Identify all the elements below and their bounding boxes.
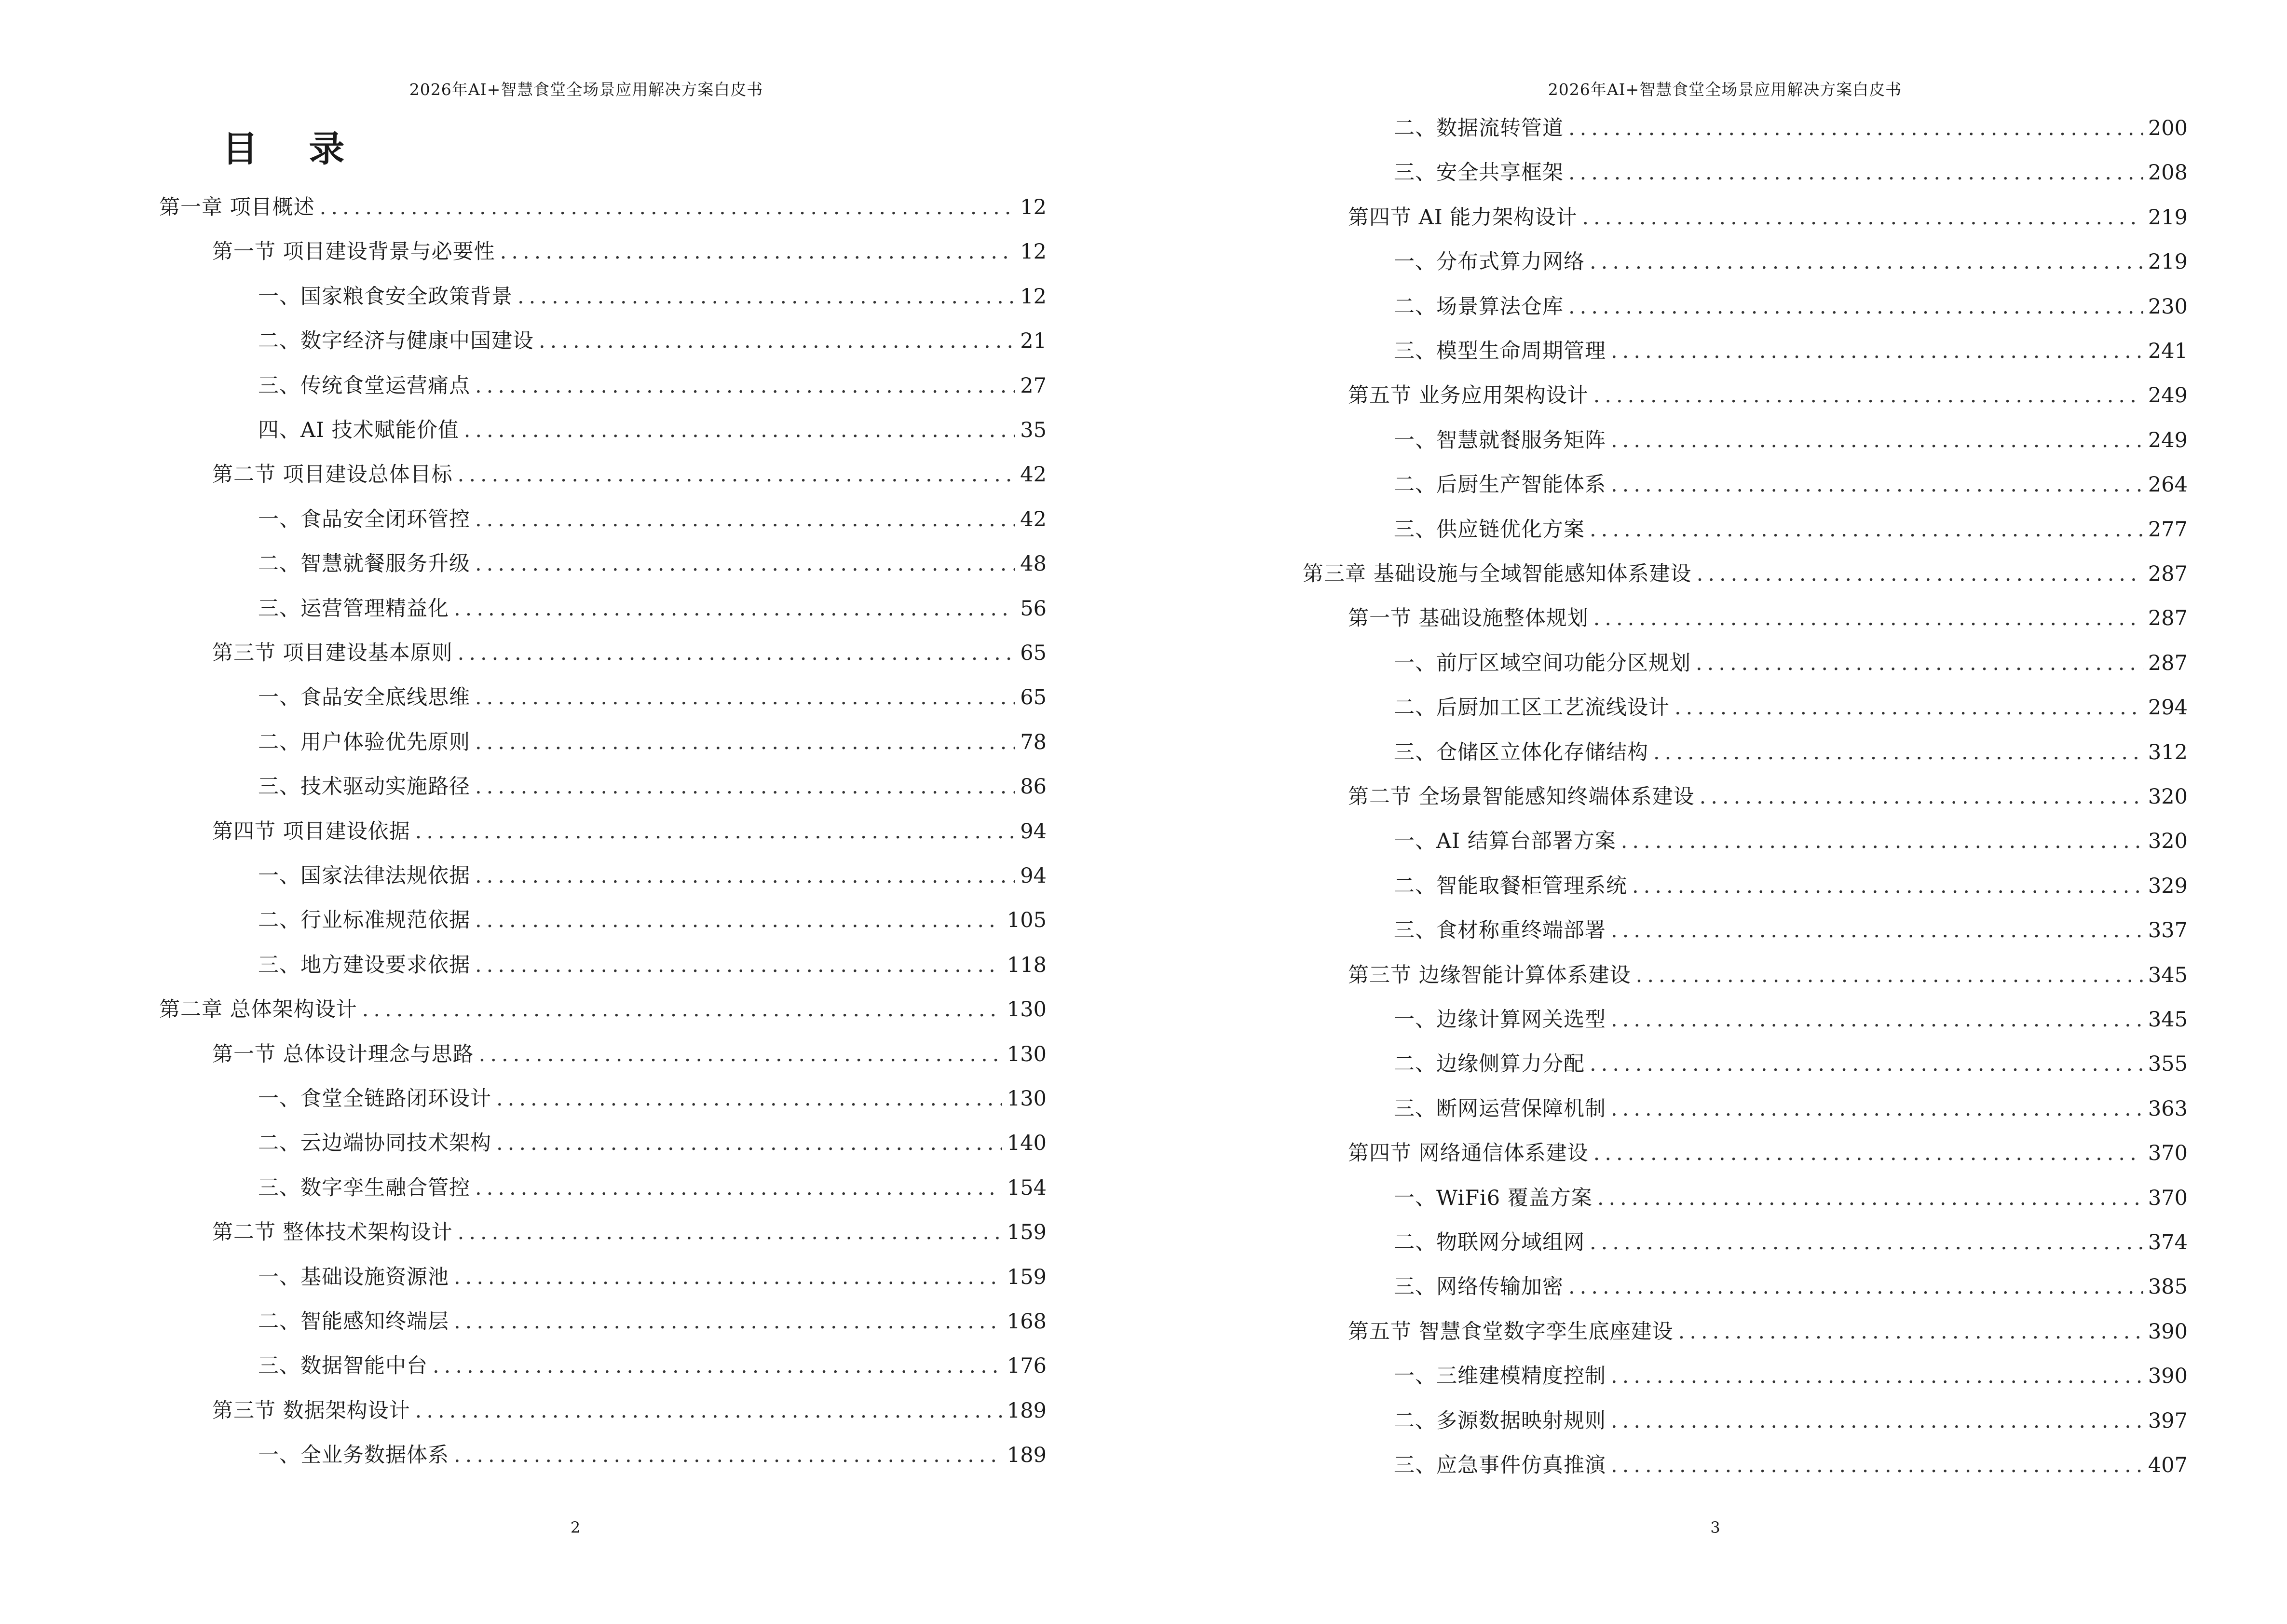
- dot-leader: [1700, 782, 2143, 811]
- toc-entry-page: 78: [1020, 730, 1047, 754]
- toc-entry-page: 208: [2148, 161, 2188, 185]
- toc-entry-label: 一、全业务数据体系: [258, 1443, 449, 1468]
- toc-entry-page: 370: [2148, 1141, 2188, 1166]
- toc-entry-label: 三、安全共享框架: [1394, 161, 1564, 185]
- dot-leader: [458, 639, 1016, 668]
- dot-leader: [1632, 872, 2143, 901]
- dot-leader: [475, 1174, 1002, 1202]
- toc-entry[interactable]: [1394, 470, 2188, 499]
- dot-leader: [475, 683, 1015, 712]
- toc-entry-page: 130: [1007, 1087, 1047, 1111]
- dot-leader: [454, 1263, 1002, 1292]
- dot-leader: [1611, 337, 2143, 366]
- toc-entry-page: 130: [1007, 997, 1047, 1022]
- toc-entry-page: 345: [2148, 1008, 2188, 1032]
- dot-leader: [475, 371, 1015, 400]
- toc-entry-label: 四、AI 技术赋能价值: [258, 418, 459, 442]
- toc-entry[interactable]: [258, 371, 1047, 400]
- dot-leader: [517, 282, 1015, 311]
- toc-entry-label: 二、后厨生产智能体系: [1394, 473, 1606, 497]
- toc-entry[interactable]: [159, 193, 1047, 222]
- toc-entry-page: 65: [1020, 685, 1047, 710]
- dot-leader: [1568, 1272, 2143, 1301]
- toc-entry-label: 一、三维建模精度控制: [1394, 1364, 1606, 1389]
- dot-leader: [454, 594, 1015, 623]
- dot-leader: [1568, 114, 2143, 143]
- toc-entry[interactable]: [258, 861, 1047, 890]
- toc-entry-label: 三、网络传输加密: [1394, 1275, 1564, 1299]
- toc-entry[interactable]: [258, 1084, 1047, 1113]
- toc-entry-label: 一、智慧就餐服务矩阵: [1394, 428, 1606, 452]
- toc-entry-label: 一、WiFi6 覆盖方案: [1394, 1186, 1593, 1210]
- toc-entry-label: 第二节 全场景智能感知终端体系建设: [1348, 785, 1695, 809]
- toc-entry-label: 二、物联网分域组网: [1394, 1230, 1585, 1255]
- toc-entry-label: 一、食品安全底线思维: [258, 685, 470, 710]
- toc-entry-page: 337: [2148, 918, 2188, 943]
- dot-leader: [475, 772, 1015, 801]
- toc-entry[interactable]: [1394, 1406, 2188, 1435]
- dot-leader: [1621, 827, 2143, 856]
- toc-entry-label: 一、AI 结算台部署方案: [1394, 829, 1616, 854]
- toc-entry-page: 287: [2148, 651, 2188, 675]
- dot-leader: [415, 817, 1016, 846]
- dot-leader: [1611, 1406, 2143, 1435]
- toc-entry[interactable]: [258, 1441, 1047, 1470]
- toc-entry[interactable]: [258, 282, 1047, 311]
- toc-entry[interactable]: [1394, 1094, 2188, 1123]
- toc-entry[interactable]: [1394, 738, 2188, 767]
- dot-leader: [1611, 916, 2143, 945]
- dot-leader: [475, 906, 1002, 935]
- dot-leader: [1611, 1362, 2143, 1391]
- toc-entry[interactable]: [1394, 1272, 2188, 1301]
- toc-entry-label: 三、食材称重终端部署: [1394, 918, 1606, 943]
- toc-entry-label: 三、传统食堂运营痛点: [258, 373, 470, 398]
- dot-leader: [1593, 604, 2143, 633]
- toc-entry-label: 三、应急事件仿真推演: [1394, 1453, 1606, 1477]
- toc-entry-label: 二、边缘侧算力分配: [1394, 1052, 1585, 1077]
- dot-leader: [1636, 961, 2143, 990]
- toc-entry-label: 二、场景算法仓库: [1394, 294, 1564, 319]
- dot-leader: [539, 327, 1015, 355]
- toc-entry-label: 三、供应链优化方案: [1394, 517, 1585, 542]
- toc-entry-label: 三、数字孪生融合管控: [258, 1175, 470, 1200]
- toc-entry-label: 一、边缘计算网关选型: [1394, 1008, 1606, 1032]
- toc-entry[interactable]: [1348, 203, 2188, 232]
- dot-leader: [1593, 381, 2143, 410]
- dot-leader: [1696, 649, 2143, 678]
- toc-entry-page: 287: [2148, 606, 2188, 631]
- dot-leader: [500, 237, 1016, 266]
- toc-entry-page: 48: [1020, 552, 1047, 576]
- dot-leader: [458, 1218, 1002, 1247]
- toc-entry-label: 一、国家粮食安全政策背景: [258, 284, 513, 309]
- toc-entry[interactable]: [258, 594, 1047, 623]
- toc-entry[interactable]: [258, 772, 1047, 801]
- toc-entry-page: 56: [1020, 596, 1047, 621]
- toc-entry-page: 35: [1020, 418, 1047, 442]
- toc-entry[interactable]: [1394, 114, 2188, 143]
- toc-entry[interactable]: [1348, 961, 2188, 990]
- toc-entry-page: 277: [2148, 517, 2188, 542]
- toc-entry-label: 第四节 网络通信体系建设: [1348, 1141, 1589, 1166]
- toc-entry[interactable]: [1348, 1139, 2188, 1168]
- dot-leader: [1611, 1005, 2143, 1034]
- toc-entry-label: 一、分布式算力网络: [1394, 250, 1585, 274]
- toc-entry-label: 二、行业标准规范依据: [258, 908, 470, 933]
- toc-entry-label: 一、国家法律法规依据: [258, 864, 470, 888]
- toc-entry-label: 三、运营管理精益化: [258, 596, 449, 621]
- toc-entry-page: 21: [1020, 329, 1047, 354]
- toc-entry[interactable]: [1394, 1050, 2188, 1078]
- toc-entry-page: 345: [2148, 963, 2188, 987]
- toc-entry-label: 二、后厨加工区工艺流线设计: [1394, 696, 1670, 720]
- toc-entry[interactable]: [1394, 872, 2188, 901]
- toc-entry-label: 第二章 总体架构设计: [159, 997, 357, 1022]
- dot-leader: [1597, 1184, 2143, 1213]
- dot-leader: [475, 861, 1015, 890]
- toc-entry-label: 第三章 基础设施与全域智能感知体系建设: [1303, 562, 1692, 586]
- dot-leader: [1590, 1050, 2143, 1078]
- toc-entry[interactable]: [1394, 916, 2188, 945]
- toc-entry[interactable]: [258, 549, 1047, 578]
- toc-entry-page: 363: [2148, 1096, 2188, 1121]
- dot-leader: [1611, 1094, 2143, 1123]
- toc-entry[interactable]: [258, 1129, 1047, 1158]
- toc-entry[interactable]: [1394, 1228, 2188, 1257]
- toc-entry-page: 42: [1020, 463, 1047, 487]
- dot-leader: [433, 1351, 1002, 1380]
- dot-leader: [1590, 247, 2143, 276]
- toc-entry-label: 二、云边端协同技术架构: [258, 1131, 491, 1156]
- toc-entry-page: 241: [2148, 339, 2188, 363]
- toc-entry-page: 159: [1007, 1220, 1047, 1245]
- toc-entry-page: 200: [2148, 116, 2188, 140]
- toc-entry-label: 一、食堂全链路闭环设计: [258, 1087, 491, 1111]
- dot-leader: [1674, 693, 2143, 722]
- dot-leader: [1590, 515, 2143, 544]
- toc-entry-page: 312: [2148, 740, 2188, 764]
- dot-leader: [496, 1129, 1002, 1158]
- toc-entry-label: 第三节 数据架构设计: [212, 1398, 410, 1423]
- toc-entry-label: 第二节 整体技术架构设计: [212, 1220, 453, 1245]
- page-number: 3: [1710, 1518, 1720, 1537]
- toc-entry-page: 65: [1020, 641, 1047, 665]
- toc-entry-page: 189: [1007, 1443, 1047, 1468]
- toc-entry[interactable]: [258, 1263, 1047, 1292]
- toc-entry-page: 407: [2148, 1453, 2188, 1477]
- dot-leader: [320, 193, 1016, 222]
- toc-entry-page: 118: [1007, 953, 1047, 977]
- toc-entry[interactable]: [1394, 426, 2188, 455]
- toc-entry[interactable]: [258, 1174, 1047, 1202]
- dot-leader: [475, 951, 1002, 980]
- toc-entry-label: 二、智能取餐柜管理系统: [1394, 873, 1627, 898]
- toc-entry-label: 第二节 项目建设总体目标: [212, 463, 453, 487]
- toc-title: 目 录: [222, 128, 364, 170]
- toc-entry-page: 94: [1020, 864, 1047, 888]
- toc-entry-page: 390: [2148, 1319, 2188, 1344]
- toc-entry[interactable]: [258, 951, 1047, 980]
- toc-entry-label: 第三节 项目建设基本原则: [212, 641, 453, 665]
- toc-entry[interactable]: [1348, 1317, 2188, 1346]
- toc-entry-label: 三、模型生命周期管理: [1394, 339, 1606, 363]
- toc-entry[interactable]: [258, 416, 1047, 445]
- toc-entry[interactable]: [1394, 649, 2188, 678]
- toc-entry-page: 230: [2148, 294, 2188, 319]
- toc-entry-page: 219: [2148, 205, 2188, 230]
- dot-leader: [1568, 158, 2143, 187]
- toc-entry-page: 329: [2148, 873, 2188, 898]
- toc-entry-label: 二、用户体验优先原则: [258, 730, 470, 754]
- toc-entry-page: 12: [1020, 240, 1047, 264]
- toc-entry[interactable]: [1394, 1184, 2188, 1213]
- toc-entry[interactable]: [212, 1040, 1047, 1069]
- toc-entry[interactable]: [258, 1351, 1047, 1380]
- dot-leader: [1582, 203, 2143, 232]
- toc-entry[interactable]: [258, 683, 1047, 712]
- dot-leader: [362, 995, 1002, 1024]
- toc-entry-label: 三、断网运营保障机制: [1394, 1096, 1606, 1121]
- toc-entry-page: 86: [1020, 775, 1047, 799]
- dot-leader: [458, 460, 1016, 489]
- toc-entry-label: 二、智能感知终端层: [258, 1310, 449, 1334]
- toc-entry-label: 一、食品安全闭环管控: [258, 507, 470, 532]
- dot-leader: [496, 1084, 1002, 1113]
- toc-entry[interactable]: [1348, 604, 2188, 633]
- dot-leader: [1611, 470, 2143, 499]
- toc-entry[interactable]: [212, 817, 1047, 846]
- toc-entry-label: 二、智慧就餐服务升级: [258, 552, 470, 576]
- toc-entry-label: 第五节 智慧食堂数字孪生底座建设: [1348, 1319, 1674, 1344]
- dot-leader: [479, 1040, 1002, 1069]
- toc-entry-page: 27: [1020, 373, 1047, 398]
- toc-entry-label: 第一节 项目建设背景与必要性: [212, 240, 495, 264]
- running-header: 2026年AI+智慧食堂全场景应用解决方案白皮书: [409, 80, 763, 99]
- toc-entry[interactable]: [1394, 292, 2188, 321]
- dot-leader: [475, 728, 1015, 757]
- toc-entry[interactable]: [258, 505, 1047, 534]
- toc-entry-label: 二、数字经济与健康中国建设: [258, 329, 534, 354]
- toc-entry-label: 三、仓储区立体化存储结构: [1394, 740, 1648, 764]
- toc-entry-page: 374: [2148, 1230, 2188, 1255]
- right-page: [1144, 0, 2287, 1624]
- toc-entry-page: 189: [1007, 1398, 1047, 1423]
- toc-entry-page: 355: [2148, 1052, 2188, 1077]
- dot-leader: [1678, 1317, 2143, 1346]
- toc-entry-label: 一、基础设施资源池: [258, 1265, 449, 1289]
- dot-leader: [475, 549, 1015, 578]
- toc-entry[interactable]: [212, 1396, 1047, 1425]
- toc-entry-page: 385: [2148, 1275, 2188, 1299]
- toc-entry[interactable]: [1303, 560, 2188, 588]
- toc-entry-label: 第五节 业务应用架构设计: [1348, 383, 1589, 408]
- dot-leader: [454, 1307, 1002, 1336]
- dot-leader: [464, 416, 1016, 445]
- toc-entry-page: 287: [2148, 562, 2188, 586]
- toc-entry-page: 390: [2148, 1364, 2188, 1389]
- page-number: 2: [570, 1518, 581, 1537]
- dot-leader: [415, 1396, 1002, 1425]
- toc-entry-label: 二、数据流转管道: [1394, 116, 1564, 140]
- toc-entry-page: 105: [1007, 908, 1047, 933]
- toc-entry-page: 320: [2148, 785, 2188, 809]
- toc-entry-label: 二、多源数据映射规则: [1394, 1408, 1606, 1433]
- toc-entry-page: 42: [1020, 507, 1047, 532]
- toc-entry[interactable]: [1394, 827, 2188, 856]
- toc-entry-label: 三、技术驱动实施路径: [258, 775, 470, 799]
- toc-entry-page: 12: [1020, 284, 1047, 309]
- toc-entry[interactable]: [1394, 247, 2188, 276]
- dot-leader: [1697, 560, 2143, 588]
- toc-entry[interactable]: [258, 728, 1047, 757]
- toc-entry-page: 130: [1007, 1042, 1047, 1066]
- dot-leader: [475, 505, 1015, 534]
- toc-entry[interactable]: [1348, 381, 2188, 410]
- toc-entry-page: 94: [1020, 819, 1047, 844]
- dot-leader: [1593, 1139, 2143, 1168]
- dot-leader: [1568, 292, 2143, 321]
- toc-entry-page: 154: [1007, 1175, 1047, 1200]
- toc-entry[interactable]: [1394, 1005, 2188, 1034]
- toc-entry[interactable]: [258, 1307, 1047, 1336]
- toc-entry-label: 第四节 项目建设依据: [212, 819, 410, 844]
- toc-entry[interactable]: [258, 327, 1047, 355]
- running-header: 2026年AI+智慧食堂全场景应用解决方案白皮书: [1548, 80, 1902, 99]
- toc-entry[interactable]: [1394, 693, 2188, 722]
- toc-entry-page: 140: [1007, 1131, 1047, 1156]
- toc-entry-page: 12: [1020, 195, 1047, 219]
- toc-entry-page: 294: [2148, 696, 2188, 720]
- dot-leader: [1653, 738, 2143, 767]
- toc-entry-page: 249: [2148, 383, 2188, 408]
- toc-entry-page: 176: [1007, 1354, 1047, 1378]
- toc-entry-label: 第一节 基础设施整体规划: [1348, 606, 1589, 631]
- dot-leader: [1611, 1451, 2143, 1480]
- toc-entry[interactable]: [1348, 782, 2188, 811]
- toc-entry-label: 三、地方建设要求依据: [258, 953, 470, 977]
- toc-entry[interactable]: [212, 237, 1047, 266]
- toc-entry[interactable]: [1394, 1362, 2188, 1391]
- toc-entry-label: 一、前厅区域空间功能分区规划: [1394, 651, 1691, 675]
- toc-entry[interactable]: [212, 639, 1047, 668]
- toc-entry-page: 219: [2148, 250, 2188, 274]
- toc-entry[interactable]: [1394, 515, 2188, 544]
- toc-entry-page: 397: [2148, 1408, 2188, 1433]
- toc-entry[interactable]: [212, 460, 1047, 489]
- toc-entry[interactable]: [1394, 337, 2188, 366]
- dot-leader: [1590, 1228, 2143, 1257]
- toc-entry[interactable]: [1394, 1451, 2188, 1480]
- toc-entry-page: 249: [2148, 428, 2188, 452]
- toc-entry-page: 370: [2148, 1186, 2188, 1210]
- toc-entry-page: 159: [1007, 1265, 1047, 1289]
- toc-entry-page: 320: [2148, 829, 2188, 854]
- toc-entry-page: 168: [1007, 1310, 1047, 1334]
- toc-entry-page: 264: [2148, 473, 2188, 497]
- dot-leader: [1611, 426, 2143, 455]
- toc-entry-label: 第三节 边缘智能计算体系建设: [1348, 963, 1631, 987]
- toc-entry-label: 第一节 总体设计理念与思路: [212, 1042, 474, 1066]
- toc-entry-label: 第一章 项目概述: [159, 195, 315, 219]
- toc-entry[interactable]: [1394, 158, 2188, 187]
- toc-entry[interactable]: [159, 995, 1047, 1024]
- toc-entry[interactable]: [212, 1218, 1047, 1247]
- toc-entry-label: 第四节 AI 能力架构设计: [1348, 205, 1578, 230]
- toc-entry[interactable]: [258, 906, 1047, 935]
- toc-entry-label: 三、数据智能中台: [258, 1354, 428, 1378]
- dot-leader: [454, 1441, 1002, 1470]
